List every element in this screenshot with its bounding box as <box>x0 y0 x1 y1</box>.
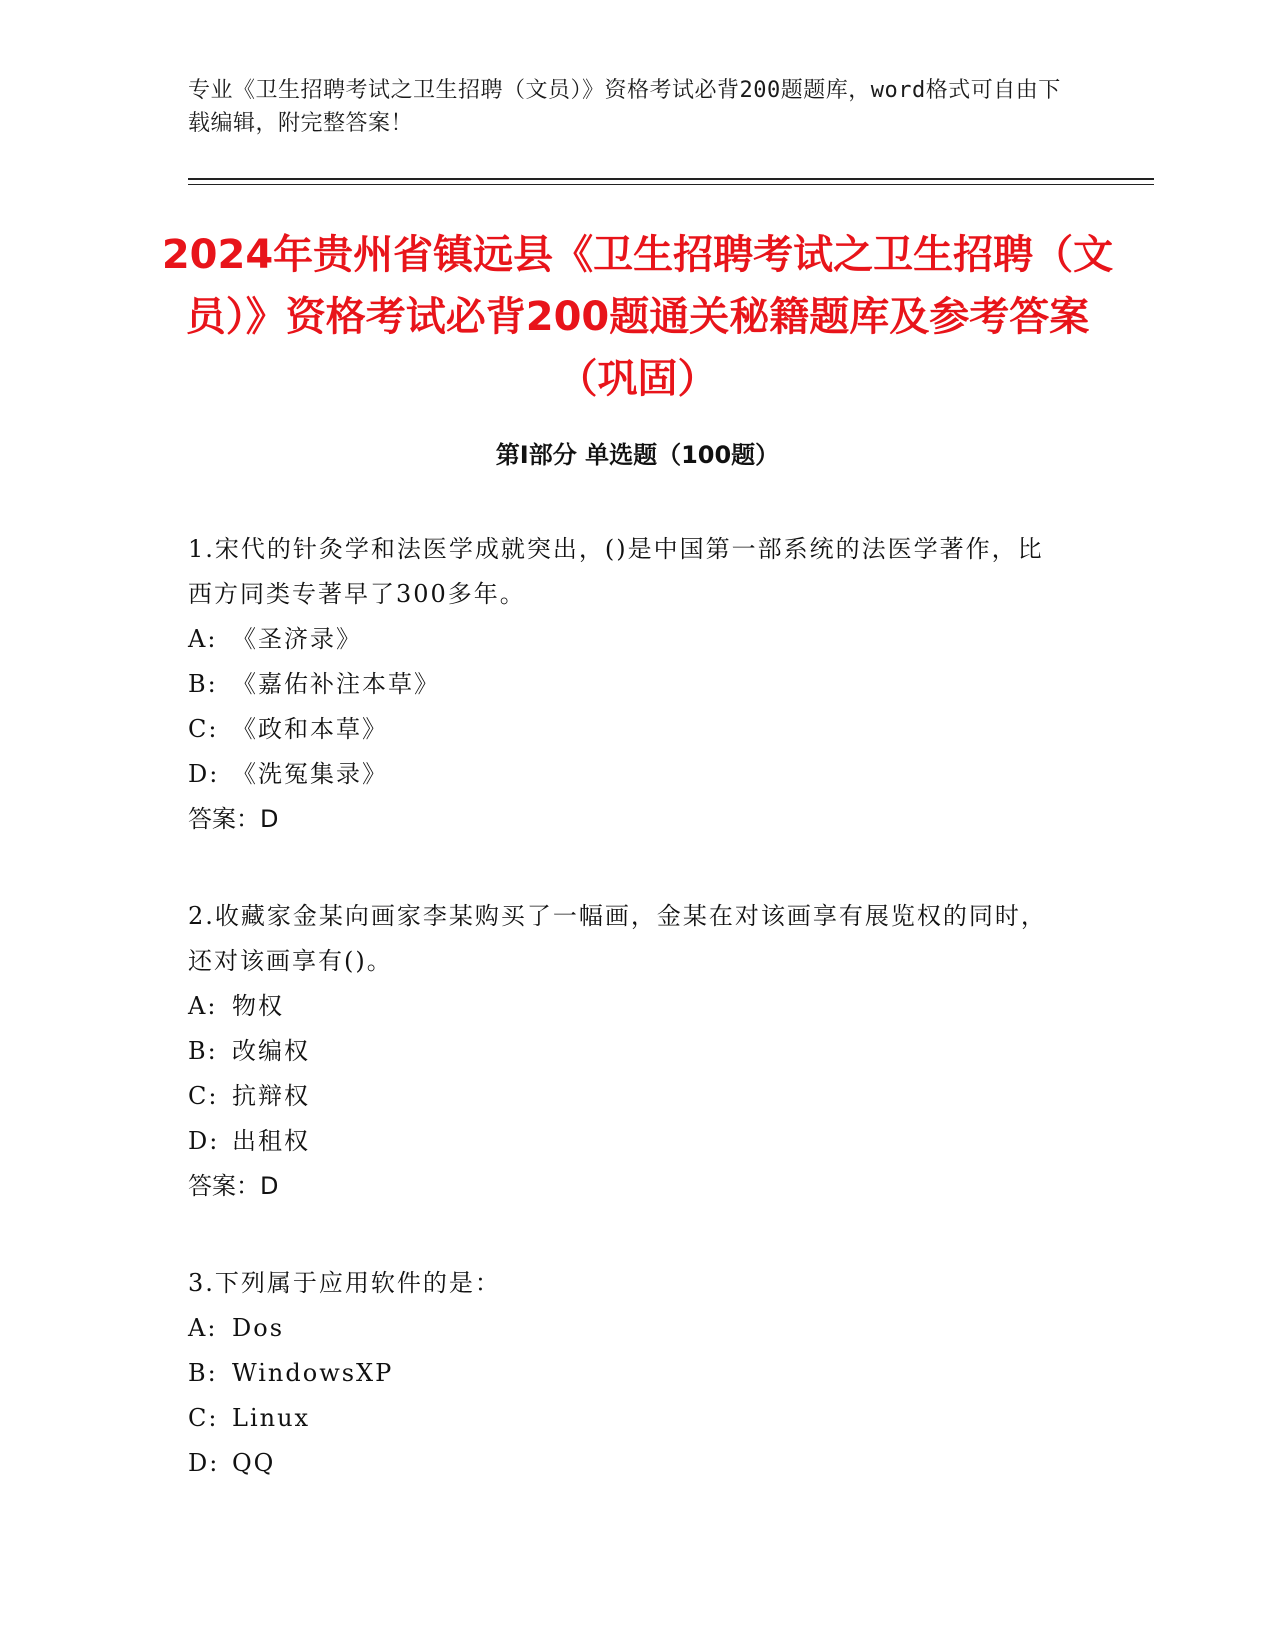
option-key: D: <box>188 760 220 788</box>
question-list <box>188 527 1068 1538</box>
option-key: D: <box>188 1127 220 1155</box>
option-text: Linux <box>232 1404 311 1432</box>
option-text: QQ <box>232 1449 276 1477</box>
option-key: A: <box>188 992 218 1020</box>
option-text: 物权 <box>232 992 284 1020</box>
option-d <box>188 1441 1068 1486</box>
option-key: B: <box>188 1037 218 1065</box>
option-b <box>188 662 1068 707</box>
option-key: A: <box>188 625 218 653</box>
question-stem: 3.下列属于应用软件的是： <box>188 1269 501 1297</box>
option-text: 抗辩权 <box>232 1082 310 1110</box>
document-title: 2024年贵州省镇远县《卫生招聘考试之卫生招聘（文员）》资格考试必背200题通关秘籍题库及参考答案（巩固） <box>161 232 1114 402</box>
option-text: Dos <box>232 1314 285 1342</box>
option-b <box>188 1029 1068 1074</box>
option-key: C: <box>188 1404 219 1432</box>
option-a <box>188 617 1068 662</box>
option-text: 《圣济录》 <box>232 625 362 653</box>
option-a <box>188 1306 1068 1351</box>
option-key: A: <box>188 1314 218 1342</box>
option-text: 《政和本草》 <box>232 715 388 743</box>
header-rule-thin <box>188 184 1154 185</box>
header-rule-thick <box>188 178 1154 180</box>
question-stem: 1.宋代的针灸学和法医学成就突出，()是中国第一部系统的法医学著作，比西方同类专著早了300多年。 <box>188 535 1044 608</box>
option-d <box>188 1119 1068 1164</box>
question-1 <box>188 527 1068 842</box>
option-key: C: <box>188 715 219 743</box>
option-text: 出租权 <box>232 1127 310 1155</box>
option-key: B: <box>188 1359 218 1387</box>
option-text: 《嘉佑补注本草》 <box>232 670 440 698</box>
section-heading: 第I部分 单选题（100题） <box>495 441 780 469</box>
header-note: 专业《卫生招聘考试之卫生招聘（文员）》资格考试必背200题题库，word格式可自由下载编辑，附完整答案！ <box>188 78 1061 136</box>
answer-line: 答案：D <box>188 805 279 833</box>
option-a <box>188 984 1068 1029</box>
option-c <box>188 707 1068 752</box>
option-key: D: <box>188 1449 220 1477</box>
option-c <box>188 1074 1068 1119</box>
option-key: B: <box>188 670 218 698</box>
answer-line: 答案：D <box>188 1172 279 1200</box>
option-c <box>188 1396 1068 1441</box>
question-2 <box>188 894 1068 1209</box>
option-b <box>188 1351 1068 1396</box>
option-d <box>188 752 1068 797</box>
option-key: C: <box>188 1082 219 1110</box>
option-text: WindowsXP <box>232 1359 394 1387</box>
option-text: 改编权 <box>232 1037 310 1065</box>
question-stem: 2.收藏家金某向画家李某购买了一幅画，金某在对该画享有展览权的同时，还对该画享有()。 <box>188 902 1047 975</box>
option-text: 《洗冤集录》 <box>232 760 388 788</box>
question-3 <box>188 1261 1068 1486</box>
